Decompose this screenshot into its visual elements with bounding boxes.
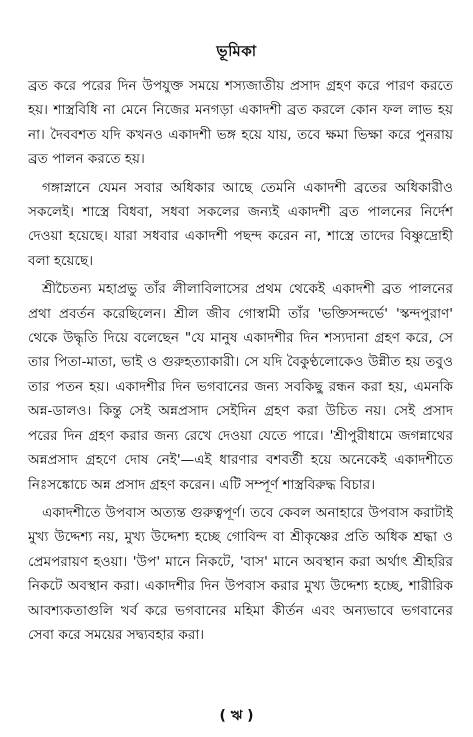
body-text — [28, 74, 453, 651]
paragraph-1: ব্রত করে পরের দিন উপযুক্ত সময়ে শস্যজাতীয় প্রসাদ গ্রহণ করে পারণ করতে হয়। শাস্ত্রবিধি না মেনে নিজের মনগড়া একাদশী ব্রত করলে কোন ফল লাভ হয় না। দৈববশত যদি কখনও একাদশী ভঙ্গ হয়ে যায়, তবে ক্ষমা ভিক্ষা করে পুনরায় ব্রত পালন করতে হয়। — [28, 78, 453, 168]
paragraph-4: একাদশীতে উপবাস অত্যন্ত গুরুত্বপূর্ণ। তবে কেবল অনাহারে উপবাস করাটাই মুখ্য উদ্দেশ্য নয়, মুখ্য উদ্দেশ্য হচ্ছে গোবিন্দ বা শ্রীকৃষ্ণের প্রতি অধিক শ্রদ্ধা ও প্রেমপরায়ণ হওয়া। 'উপ' মানে নিকটে, 'বাস' মানে অবস্থান করা অর্থাৎ শ্রীহরির নিকটে অবস্থান করা। একাদশীর দিন উপবাস করার মুখ্য উদ্দেশ্য হচ্ছে, শারীরিক আবশ্যকতাগুলি খর্ব করে ভগবানের মহিমা কীর্তন এবং অন্যভাবে ভগবানের সেবা করে সময়ের সদ্ব্যবহার করা। — [28, 504, 453, 643]
page-number: ( ঋ ) — [219, 708, 254, 724]
page-title: ভূমিকা — [216, 42, 257, 60]
paragraph-3: শ্রীচৈতন্য মহাপ্রভু তাঁর লীলাবিলাসের প্রথম থেকেই একাদশী ব্রত পালনের প্রথা প্রবর্তন করেছিলেন। শ্রীল জীব গোস্বামী তাঁর 'ভক্তিসন্দর্ভে' 'স্কন্দপুরাণ' থেকে উদ্ধৃতি দিয়ে বলেছেন "যে মানুষ একাদশীর দিন শস্যদানা গ্রহণ করে, সে তার পিতা-মাতা, ভাই ও গুরুহত্যাকারী। সে যদি বৈকুণ্ঠলোকেও উন্নীত হয় তবুও তার পতন হয়। একাদশীর দিন ভগবানের জন্য সবকিছু রন্ধন করা হয়, এমনকি অন্ন-ডালও। কিন্তু সেই অন্নপ্রসাদ সেইদিন গ্রহণ করা উচিত নয়। সেই প্রসাদ পরের দিন গ্রহণ করার জন্য রেখে দেওয়া যেতে পারে। 'শ্রীপুরীধামে জগন্নাথের অন্নপ্রসাদ গ্রহণে দোষ নেই'—এই ধারণার বশবর্তী হয়ে অনেকেই একাদশীতে নিঃসঙ্কোচে অন্ন প্রসাদ গ্রহণ করেন। এটি সম্পূর্ণ শাস্ত্রবিরুদ্ধ বিচার। — [28, 281, 453, 493]
paragraph-2: গঙ্গাস্নানে যেমন সবার অধিকার আছে তেমনি একাদশী ব্রতের অধিকারীও সকলেই। শাস্ত্রে বিধবা, সধবা সকলের জন্যই একাদশী ব্রত পালনের নির্দেশ দেওয়া হয়েছে। যারা সধবার একাদশী পছন্দ করেন না, শাস্ত্রে তাদের বিষ্ণুদ্রোহী বলা হয়েছে। — [28, 179, 453, 269]
